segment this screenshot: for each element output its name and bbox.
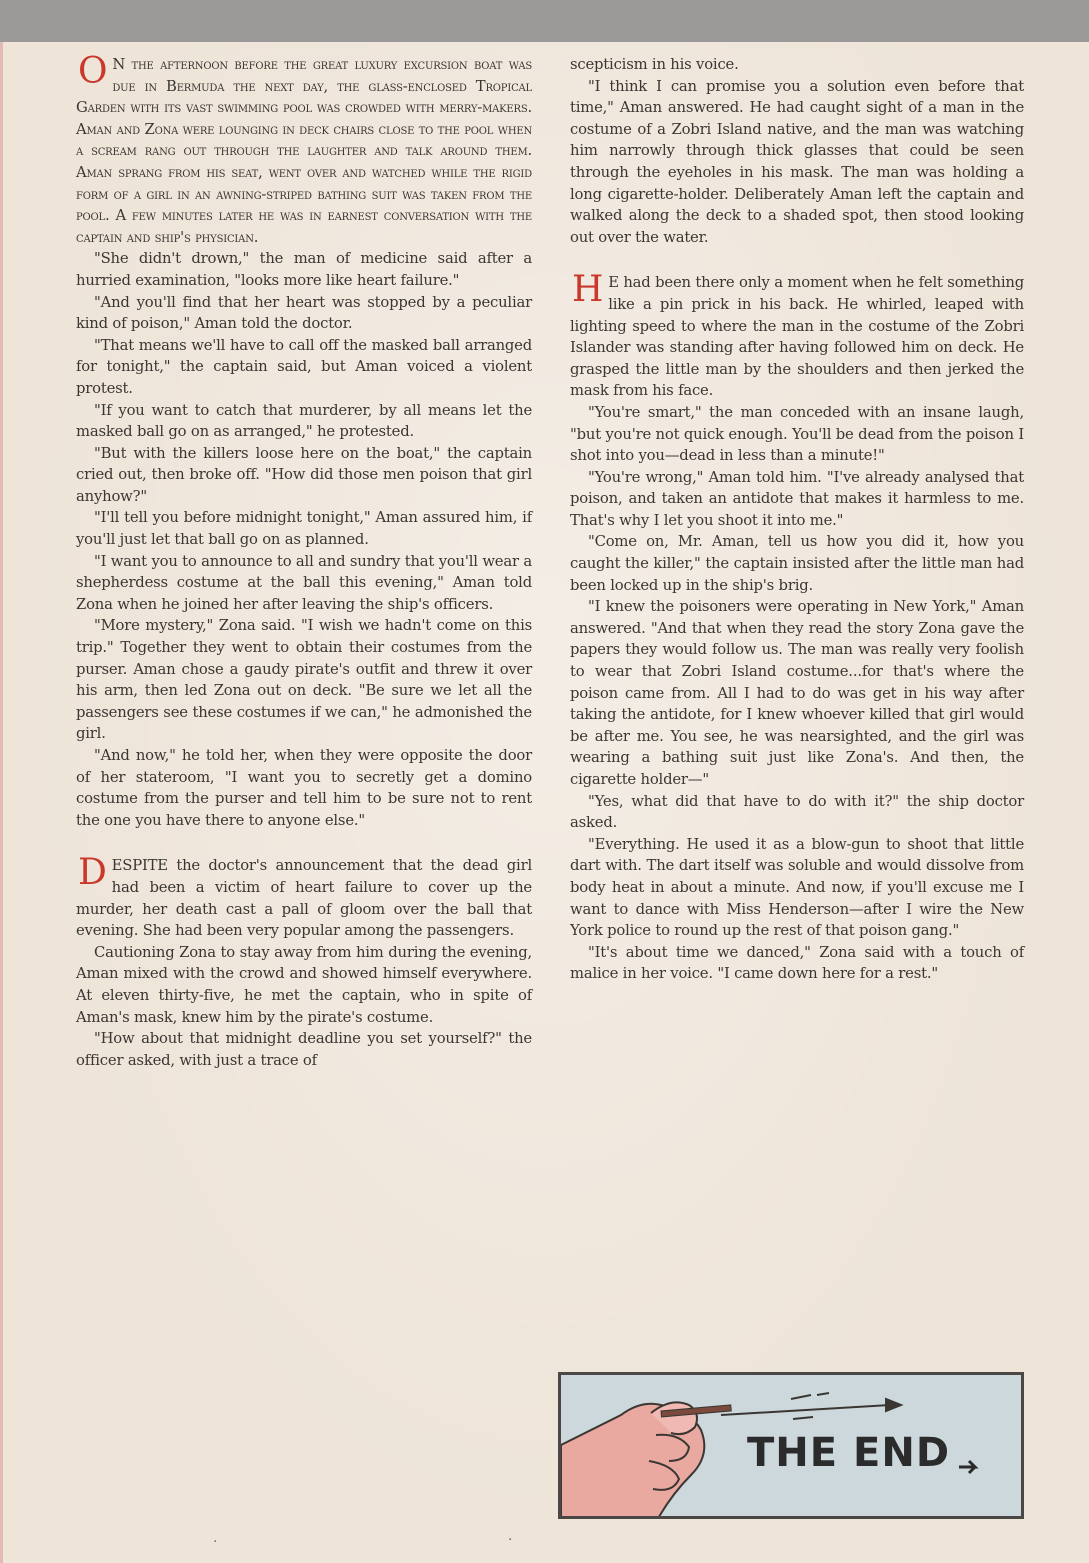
- pointing-arrow-icon: [959, 1461, 975, 1473]
- dart-icon: [721, 1393, 901, 1419]
- paragraph: "Yes, what did that have to do with it?" the ship doctor asked.: [570, 792, 1024, 832]
- paragraph: [76, 51, 532, 248]
- paragraph: "But with the killers loose here on the boat," the captain cried out, then broke off. "How did those men poison that girl anyhow?": [76, 444, 532, 505]
- paragraph: [76, 852, 532, 941]
- right-column: [570, 54, 1024, 985]
- paragraph: "If you want to catch that murderer, by all means let the masked ball go on as arranged," he protested.: [76, 401, 532, 441]
- paragraph-text: the doctor's announcement that the dead girl had been a victim of heart failure to cover up the murder, her death cast a pall of gloom over the ball that evening. She had been very popular among the passengers.: [76, 857, 532, 940]
- drop-cap: D: [78, 852, 107, 894]
- the-end-label: THE END: [747, 1430, 951, 1476]
- story-page: [0, 42, 1089, 1563]
- paragraph: "And you'll find that her heart was stopped by a peculiar kind of poison," Aman told the doctor.: [76, 293, 532, 333]
- drop-cap: O: [78, 51, 108, 92]
- paragraph: scepticism in his voice.: [570, 56, 739, 73]
- small-caps-lead: ESPITE: [111, 857, 168, 875]
- paragraph: "She didn't drown," the man of medicine said after a hurried examination, "looks more like heart failure.": [76, 250, 532, 289]
- paragraph: "I'll tell you before midnight tonight," Aman assured him, if you'll just let that ball go on as planned.: [76, 509, 532, 549]
- paragraph: "You're smart," the man conceded with an insane laugh, "but you're not quick enough. You'll be dead from the poison I shot into you—dead in less than a minute!": [570, 403, 1024, 465]
- paragraph: "I think I can promise you a solution even before that time," Aman answered. He had caught sight of a man in the costume of a Zobri Island native, and the man was watching him narrowly through thick glasses that could be seen through the eyeholes in his mask. The man was holding a long cigarette-holder. Deliberately Aman left the captain and walked along the deck to a shaded spot, then stood looking out over the water.: [570, 77, 1024, 246]
- paragraph: "I want you to announce to all and sundry that you'll wear a shepherdess costume at the ball this evening," Aman told Zona when he joined her after leaving the ship's officers.: [76, 552, 532, 613]
- scan-mark: ·: [213, 1534, 218, 1550]
- the-end-panel: [558, 1372, 1024, 1519]
- paragraph: "I knew the poisoners were operating in New York," Aman answered. "And that when they read the story Zona gave the papers they would follow us. The man was really very foolish to wear that Zobri Island costume...for that's where the poison came from. All I had to do was get in his way after taking the antidote, for I knew whoever killed that girl would be after me. You see, he was nearsighted, and the girl was wearing a bathing suit just like Zona's. And then, the cigarette holder—": [570, 598, 1024, 788]
- paragraph: "That means we'll have to call off the masked ball arranged for tonight," the captain said, but Aman voiced a violent protest.: [76, 336, 532, 397]
- paragraph: "You're wrong," Aman told him. "I've already analysed that poison, and taken an antidote that makes it harmless to me. That's why I let you shoot it into me.": [570, 468, 1024, 529]
- paragraph: "More mystery," Zona said. "I wish we hadn't come on this trip." Together they went to obtain their costumes from the purser. Aman chose a gaudy pirate's outfit and threw it over his arm, then led Zona out on deck. "Be sure we let all the passengers see these costumes if we can," he admonished the girl.: [76, 617, 532, 743]
- paragraph-text: N the afternoon before the great luxury excursion boat was due in Bermuda the next day, the glass-enclosed Tropical Garden with its vast swimming pool was crowded with merry-makers. Aman and Zona were lounging in deck chairs close to the pool when a scream rang out through the laughter and talk around them. Aman sprang from his seat, went over and watched while the rigid form of a girl in an awning-striped bathing suit was taken from the pool. A few minutes later he was in earnest conversation with the captain and ship's physician.: [76, 56, 532, 246]
- paragraph: "And now," he told her, when they were opposite the door of her stateroom, "I want you to secretly get a domino costume from the purser and tell him to be sure not to rent the one you have there to anyone else.": [76, 747, 532, 829]
- paragraph: [570, 269, 1024, 402]
- left-column: [76, 51, 532, 1071]
- paragraph: Cautioning Zona to stay away from him during the evening, Aman mixed with the crowd and showed himself everywhere. At eleven thirty-five, he met the captain, who in spite of Aman's mask, knew him by the pirate's costume.: [76, 943, 532, 1026]
- paragraph: "It's about time we danced," Zona said with a touch of malice in her voice. "I came down here for a rest.": [570, 943, 1024, 983]
- drop-cap: H: [572, 269, 604, 311]
- paragraph: "Come on, Mr. Aman, tell us how you did it, how you caught the killer," the captain insisted after the little man had been locked up in the ship's brig.: [570, 533, 1024, 594]
- paragraph-text: E had been there only a moment when he felt something like a pin prick in his back. He whirled, leaped with lighting speed to where the man in the costume of the Zobri Islander was standing after having followed him on deck. He grasped the little man by the shoulders and then jerked the mask from his face.: [570, 274, 1024, 400]
- paragraph: "How about that midnight deadline you set yourself?" the officer asked, with just a trace of: [76, 1030, 532, 1069]
- scan-mark: ·: [508, 1532, 513, 1548]
- paragraph: "Everything. He used it as a blow-gun to shoot that little dart with. The dart itself was soluble and would dissolve from body heat in about a minute. And now, if you'll excuse me I want to dance with Miss Henderson—after I wire the New York police to round up the rest of that poison gang.": [570, 835, 1024, 940]
